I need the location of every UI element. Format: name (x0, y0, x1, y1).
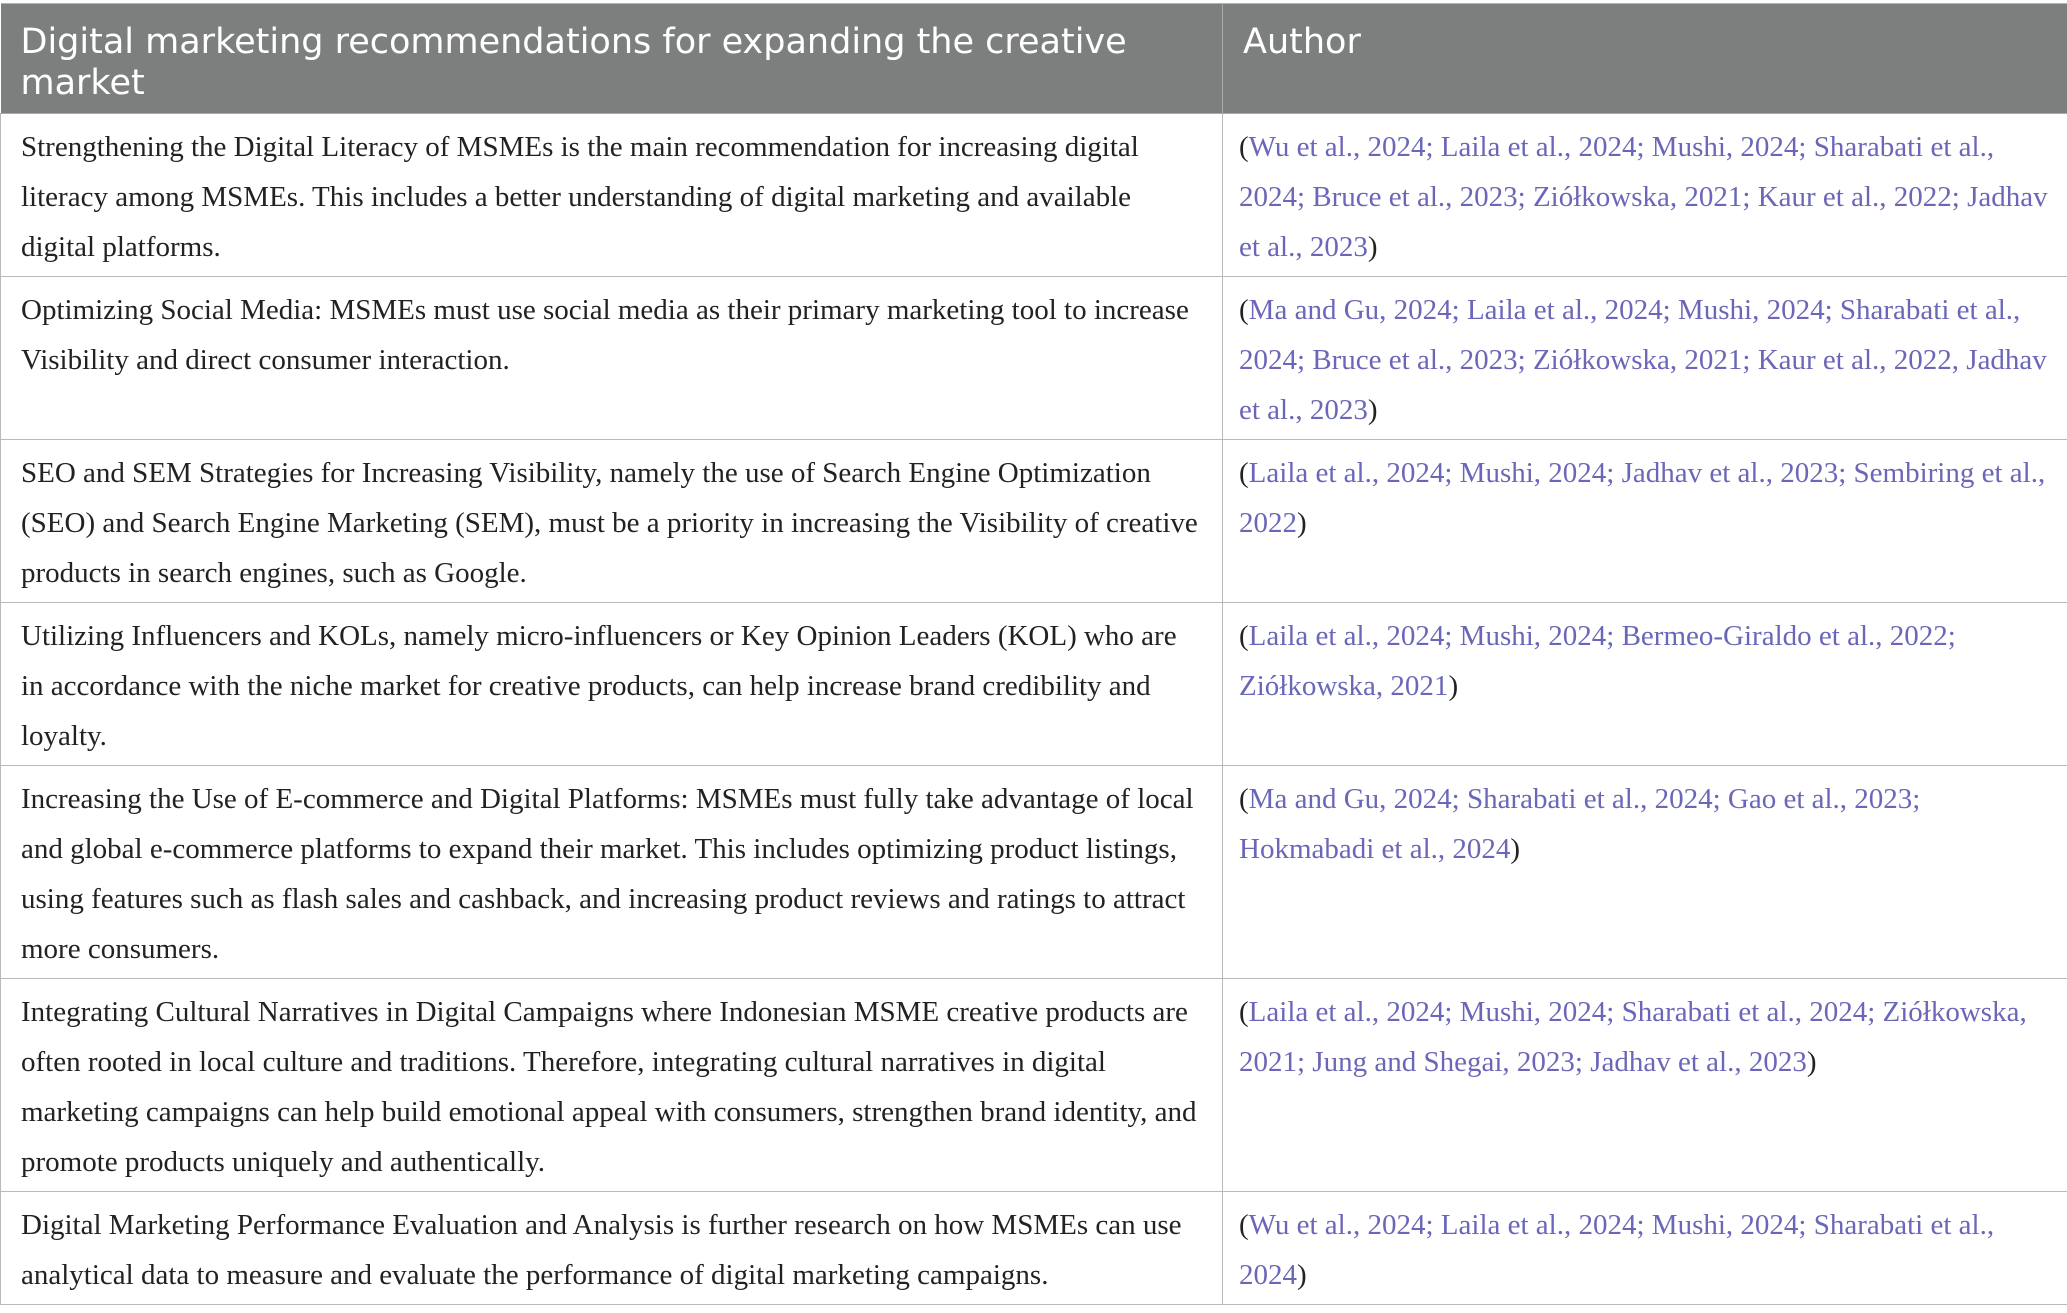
citation-links[interactable]: (Ma and Gu, 2024; Laila et al., 2024; Mushi, 2024; Sharabati et al., 2024; Bruce et al., 2023; Ziółkowska, 2021; Kaur et al., 2022, Jadhav et al., 2023) (1239, 294, 2047, 426)
author-cell (1223, 766, 2067, 979)
author-cell (1223, 277, 2067, 440)
recommendation-cell: Digital Marketing Performance Evaluation and Analysis is further research on how MSMEs can use analytical data to measure and evaluate the performance of digital marketing campaigns. (1, 1192, 1223, 1305)
recommendation-cell: Utilizing Influencers and KOLs, namely micro-influencers or Key Opinion Leaders (KOL) who are in accordance with the niche market for creative products, can help increase brand credibility and loyalty. (1, 603, 1223, 766)
author-cell (1223, 603, 2067, 766)
citation-links[interactable]: (Laila et al., 2024; Mushi, 2024; Sharabati et al., 2024; Ziółkowska, 2021; Jung and Shegai, 2023; Jadhav et al., 2023) (1239, 996, 2027, 1078)
recommendation-cell: Increasing the Use of E-commerce and Digital Platforms: MSMEs must fully take advantage of local and global e-commerce platforms to expand their market. This includes optimizing product listings, using features such as flash sales and cashback, and increasing product reviews and ratings to attract more consumers. (1, 766, 1223, 979)
citation-links[interactable]: (Laila et al., 2024; Mushi, 2024; Bermeo-Giraldo et al., 2022; Ziółkowska, 2021) (1239, 620, 1956, 702)
column-header-recommendation: Digital marketing recommendations for expanding the creative market (1, 4, 1223, 114)
table-row (1, 114, 2067, 277)
author-cell (1223, 979, 2067, 1192)
author-cell (1223, 1192, 2067, 1305)
table-header (1, 4, 2067, 114)
citation-links[interactable]: (Wu et al., 2024; Laila et al., 2024; Mushi, 2024; Sharabati et al., 2024) (1239, 1209, 1995, 1291)
table-body (1, 114, 2067, 1305)
recommendation-cell: SEO and SEM Strategies for Increasing Visibility, namely the use of Search Engine Optimization (SEO) and Search Engine Marketing (SEM), must be a priority in increasing the Visibility of creative products in search engines, such as Google. (1, 440, 1223, 603)
column-header-author: Author (1223, 4, 2067, 114)
recommendations-table (0, 3, 2067, 1305)
citation-links[interactable]: (Ma and Gu, 2024; Sharabati et al., 2024; Gao et al., 2023; Hokmabadi et al., 2024) (1239, 783, 1921, 865)
recommendations-table-container (0, 3, 2067, 1305)
citation-links[interactable]: (Laila et al., 2024; Mushi, 2024; Jadhav et al., 2023; Sembiring et al., 2022) (1239, 457, 2046, 539)
table-row (1, 277, 2067, 440)
table-row (1, 979, 2067, 1192)
table-row (1, 1192, 2067, 1305)
header-row (1, 4, 2067, 114)
author-cell (1223, 440, 2067, 603)
recommendation-cell: Integrating Cultural Narratives in Digital Campaigns where Indonesian MSME creative products are often rooted in local culture and traditions. Therefore, integrating cultural narratives in digital marketing campaigns can help build emotional appeal with consumers, strengthen brand identity, and promote products uniquely and authentically. (1, 979, 1223, 1192)
table-row (1, 766, 2067, 979)
author-cell (1223, 114, 2067, 277)
table-row (1, 603, 2067, 766)
recommendation-cell: Optimizing Social Media: MSMEs must use social media as their primary marketing tool to increase Visibility and direct consumer interaction. (1, 277, 1223, 440)
recommendation-cell: Strengthening the Digital Literacy of MSMEs is the main recommendation for increasing digital literacy among MSMEs. This includes a better understanding of digital marketing and available digital platforms. (1, 114, 1223, 277)
table-row (1, 440, 2067, 603)
citation-links[interactable]: (Wu et al., 2024; Laila et al., 2024; Mushi, 2024; Sharabati et al., 2024; Bruce et al., 2023; Ziółkowska, 2021; Kaur et al., 2022; Jadhav et al., 2023) (1239, 131, 2048, 263)
